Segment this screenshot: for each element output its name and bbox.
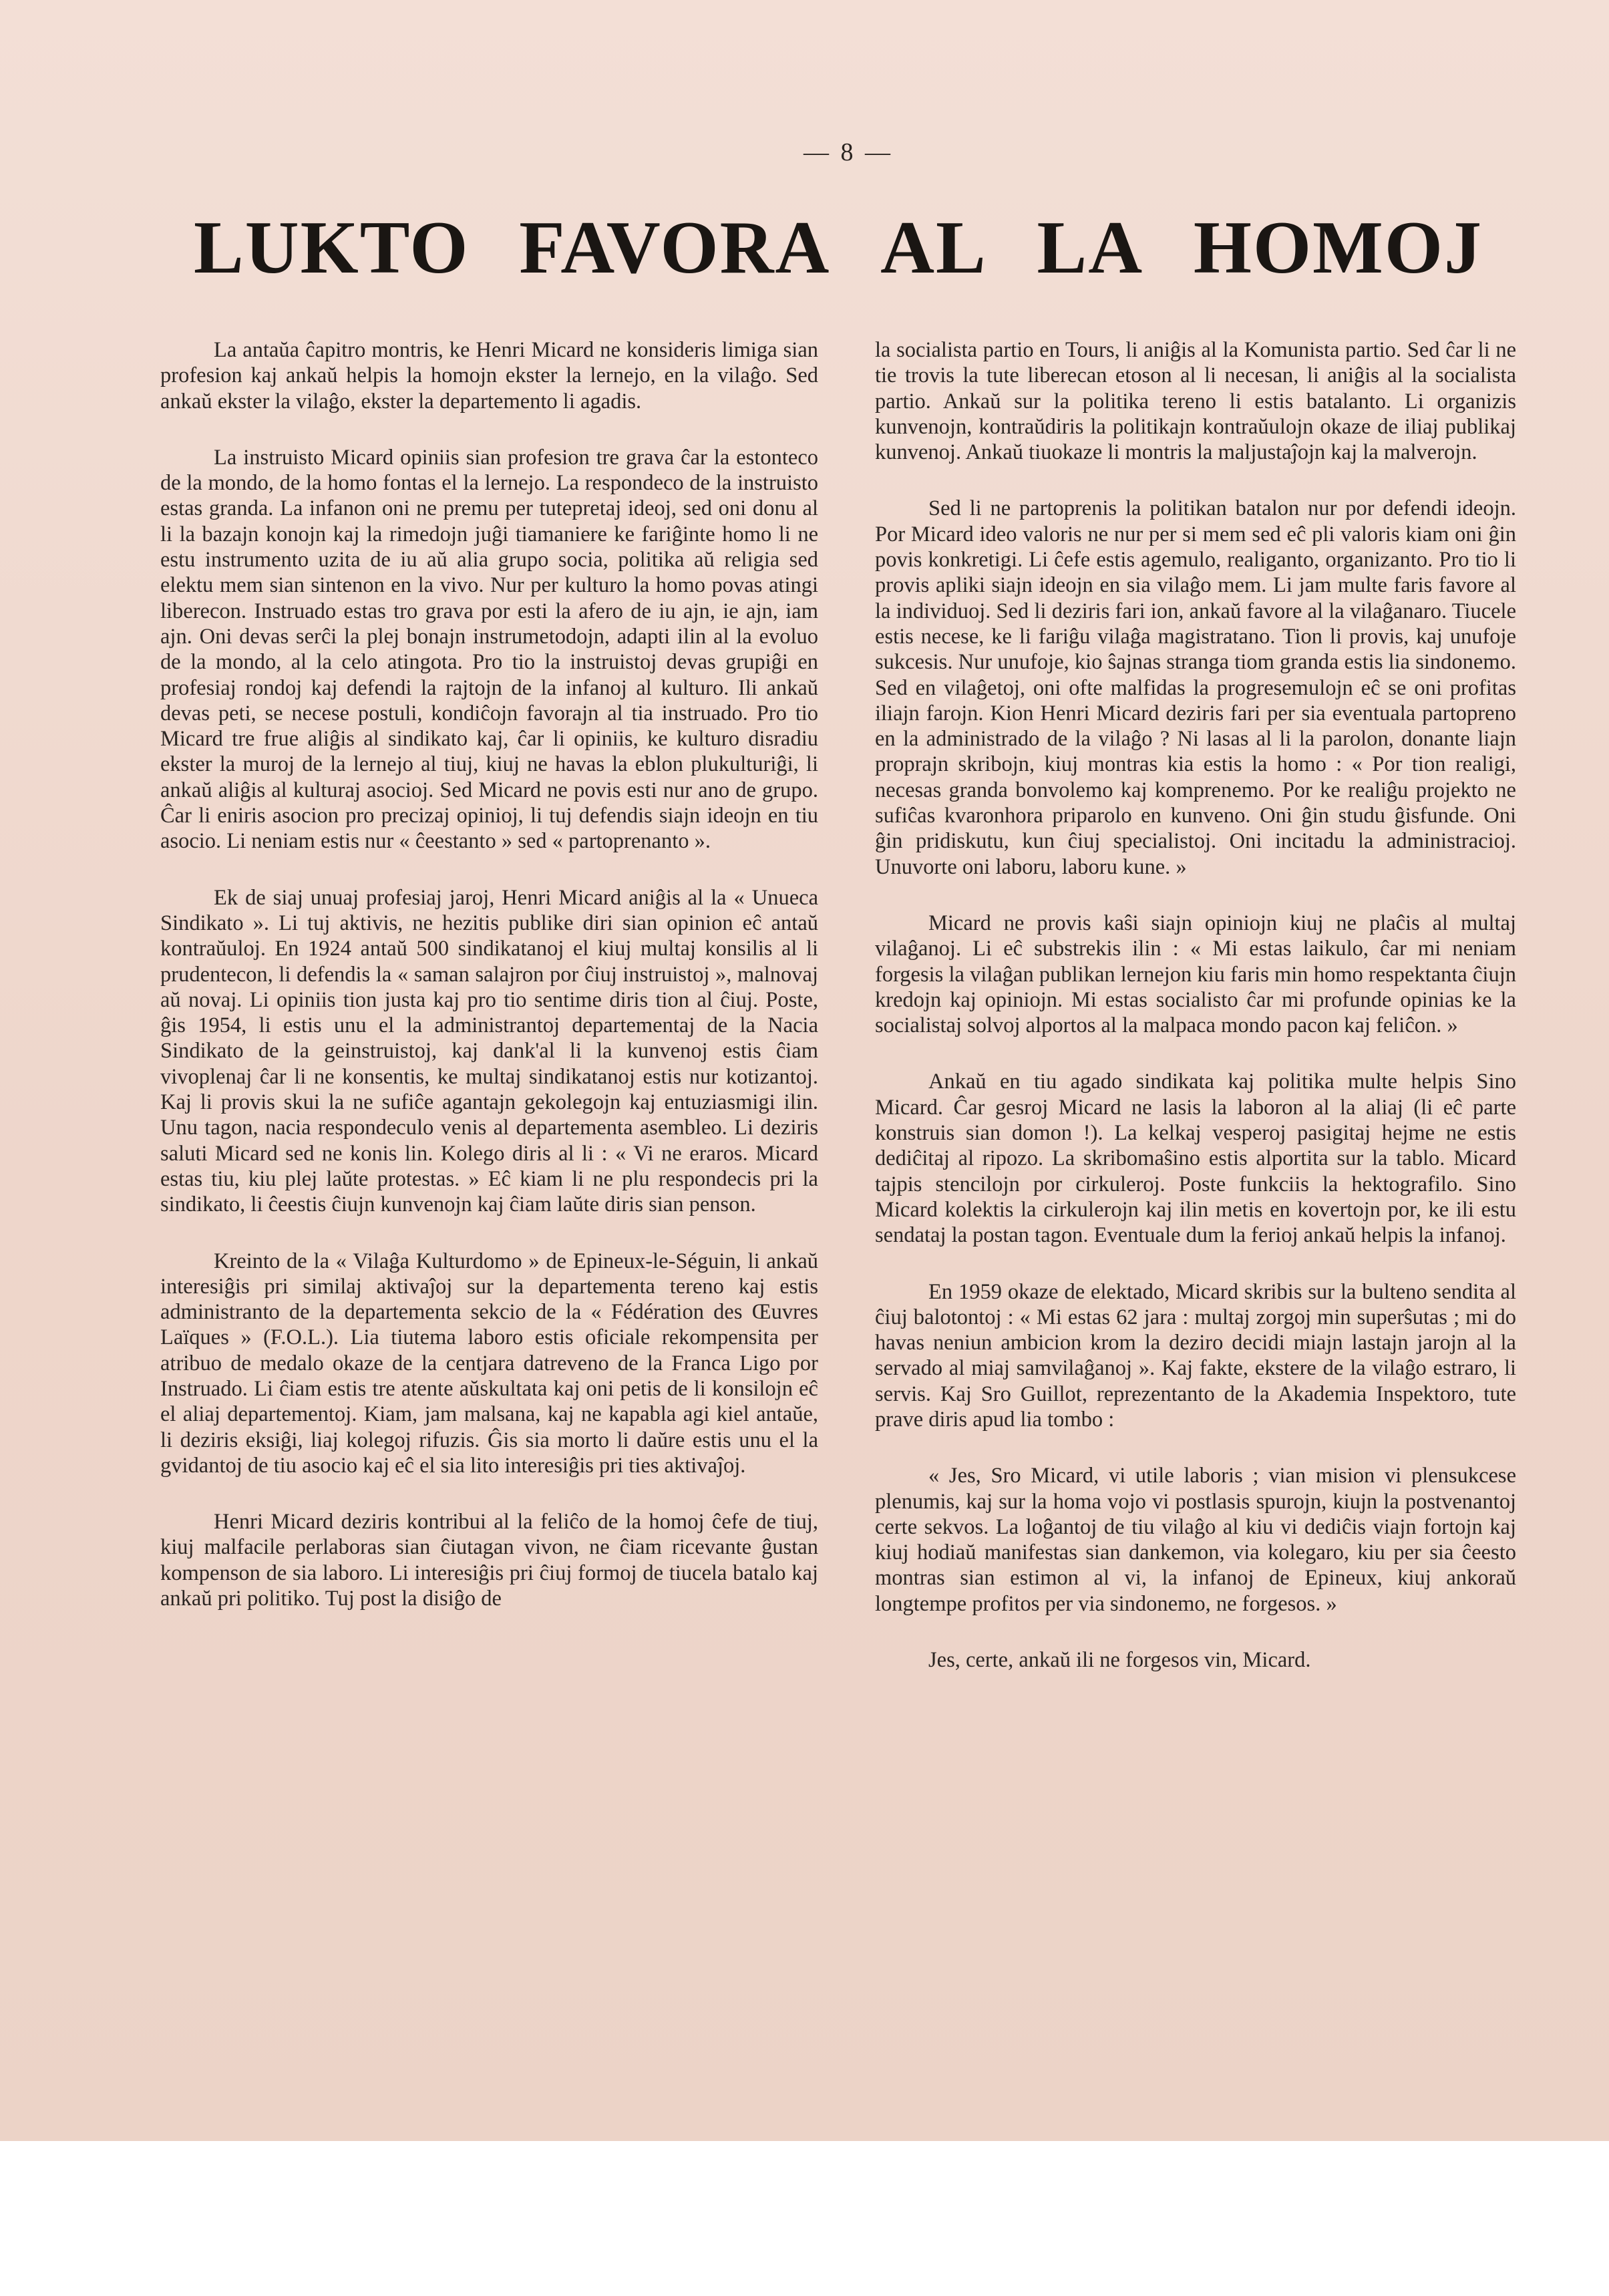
paragraph: Henri Micard deziris kontribui al la feliĉo de la homoj ĉefe de tiuj, kiuj malfacile perlaboras sian ĉiutagan vivon, ne ĉiam ricevante ĝustan kompenson de sia laboro. Li interesiĝis pri ĉiuj formoj de tiucela batalo kaj ankaŭ pri politiko. Tuj post la disiĝo de bbox=[160, 1510, 818, 1611]
paragraph: Kreinto de la « Vilaĝa Kulturdomo » de Epineux-le-Séguin, li ankaŭ interesiĝis pri similaj aktivaĵoj sur la departementa tereno kaj estis administranto de la departementa sekcio de la « Fédération des Œuvres Laïques » (F.O.L.). Lia tiutema laboro estis oficiale rekompensita per atribuo de medalo okaze de la centjara datreveno de la Franca Ligo por Instruado. Li ĉiam estis tre atente aŭskultata kaj oni petis de li konsilojn eĉ el aliaj departementoj. Kiam, jam malsana, kaj ne kapabla agi kiel antaŭe, li deziris eksiĝi, liaj kolegoj rifuzis. Ĝis sia morto li daŭre estis unu el la gvidantoj de tiu asocio kaj eĉ el sia lito interesiĝis pri ties aktivaĵoj. bbox=[160, 1249, 818, 1478]
headline-word: HOMOJ bbox=[1193, 206, 1483, 289]
headline-word: AL bbox=[880, 206, 987, 289]
right-text-column bbox=[875, 337, 1516, 1703]
article-headline bbox=[194, 206, 1483, 289]
left-text-column bbox=[160, 337, 818, 1642]
paragraph: En 1959 okaze de elektado, Micard skribis sur la bulteno sendita al ĉiuj balotontoj : « Mi estas 62 jara : multaj zorgoj min superŝutas ; mi do havas neniun ambicion krom la deziro decidi miajn lastajn jarojn al la servado al miaj samvilaĝanoj ». Kaj fakte, ekstere de la vilaĝo estraro, li servis. Kaj Sro Guillot, reprezentanto de la Akademia Inspektoro, tute prave diris apud lia tombo : bbox=[875, 1279, 1516, 1432]
paragraph: La instruisto Micard opiniis sian profesion tre grava ĉar la estonteco de la mondo, de la homo fontas el la lernejo. La respondeco de la instruisto estas granda. La infanon oni ne premu per tutepretaj ideoj, sed oni donu al li la bazajn konojn kaj la rimedojn juĝi tiamaniere ke fariĝinte homo li ne estu instrumento uzita de iu aŭ alia grupo socia, politika aŭ religia sed elektu mem sian sintenon en la vivo. Nur per kulturo la homo povas atingi liberecon. Instruado estas tro grava por esti la afero de iu ajn, ie ajn, iam ajn. Oni devas serĉi la plej bonajn instrumetodojn, adapti ilin al la evoluo de la mondo, al la celo atingota. Pro tio la instruistoj devas grupiĝi en profesiaj rondoj kaj defendi la rajtojn de la infanoj al kulturo. Ili ankaŭ devas peti, se necese postuli, kondiĉojn favorajn al tia instruado. Pro tio Micard tre frue aliĝis al sindikato kaj, ĉar li opiniis, ke kulturo disradiu ekster la muroj de la lernejo al tiuj, kiuj ne havas la eblon plukulturiĝi, li ankaŭ aliĝis al kulturaj asocioj. Sed Micard ne povis esti nur ano de grupo. Ĉar li eniris asocion pro precizaj opinioj, li tuj defendis siajn ideojn en tiu asocio. Li neniam estis nur « ĉeestanto » sed « partoprenanto ». bbox=[160, 445, 818, 854]
paragraph: la socialista partio en Tours, li aniĝis al la Komunista partio. Sed ĉar li ne tie trovis la tute liberecan etoson al li necesan, li aniĝis al la socialista partio. Ankaŭ sur la politika tereno li estis batalanto. Li organizis kunvenojn, kontraŭdiris la politikajn kontraŭulojn okaze de iliaj publikaj kunvenoj. Ankaŭ tiuokaze li montris la maljustaĵojn kaj la malverojn. bbox=[875, 338, 1516, 465]
paragraph: Ankaŭ en tiu agado sindikata kaj politika multe helpis Sino Micard. Ĉar gesroj Micard ne lasis la laboron al la aliaj (li eĉ parte konstruis sian domon !). La kelkaj vesperoj pasigitaj hejme ne estis dediĉitaj al ripozo. La skribomaŝino estis alportita sur la tablo. Micard tajpis stencilojn por cirkuleroj. Poste funkciis la hektografilo. Sino Micard kolektis la cirkulerojn kaj ilin metis en kovertojn por, ke ili estu sendataj la postan tagon. Eventuale dum la ferioj ankaŭ helpis la infanoj. bbox=[875, 1070, 1516, 1248]
paragraph: Micard ne provis kaŝi siajn opiniojn kiuj ne plaĉis al multaj vilaĝanoj. Li eĉ substrekis ilin : « Mi estas laikulo, ĉar mi neniam forgesis la vilaĝan publikan lernejon kiu faris min homo respektanta ĉiujn kredojn kaj opiniojn. Mi estas socialisto ĉar mi profunde opinias ke la socialistaj solvoj alportos al la malpaca mondo pacon kaj feliĉon. » bbox=[875, 911, 1516, 1038]
page-number: — 8 — bbox=[803, 138, 893, 166]
quotation-paragraph: « Jes, Sro Micard, vi utile laboris ; vian mision vi plensukcese plenumis, kaj sur la homa vojo vi postlasis spurojn, kiujn la postvenantoj certe sekvos. La loĝantoj de tiu vilaĝo al kiu vi dediĉis viajn fortojn kaj kiuj hodiaŭ manifestas sian dankemon, via kolegaro, kiu per sia ĉeesto montras sian estimon al vi, la infanoj de Epineux, kiuj ankoraŭ longtempe profitos per via sindonemo, ne forgesos. » bbox=[875, 1464, 1516, 1616]
paragraph: Sed li ne partoprenis la politikan batalon nur por defendi ideojn. Por Micard ideo valoris ne nur per si mem sed eĉ pli valoris kiam oni ĝin povis konkretigi. Li ĉefe estis agemulo, realiganto, organizanto. Pro tio li provis apliki siajn ideojn en sia vilaĝo mem. Li jam multe faris favore al la individuoj. Sed li deziris fari ion, ankaŭ favore al la vilaĝanaro. Tiucele estis necese, ke li fariĝu vilaĝa magistratano. Tion li provis, kaj unufoje sukcesis. Nur unufoje, kio ŝajnas stranga tiom granda estis lia sindonemo. Sed en vilaĝetoj, oni ofte malfidas la progresemulojn eĉ se oni profitas iliajn farojn. Kion Henri Micard deziris fari per sia eventuala partopreno en la administrado de la vilaĝo ? Ni lasas al li la parolon, donante liajn proprajn skribojn, kiuj montras kia estis la homo : « Por tion realigi, necesas granda bonvolemo kaj komprenemo. Por ke realiĝu projekto ne sufiĉas kvaronhora priparolo en kunveno. Oni ĝin studu ĝisfunde. Oni ĝin pridiskutu, kun ĉiuj specialistoj. Oni incitadu la administracioj. Unuvorte oni laboru, laboru kune. » bbox=[875, 496, 1516, 879]
paragraph: Ek de siaj unuaj profesiaj jaroj, Henri Micard aniĝis al la « Unueca Sindikato ». Li tuj aktivis, ne hezitis publike diri sian opinion eĉ antaŭ kontraŭuloj. En 1924 antaŭ 500 sindikatanoj el kiuj multaj konsilis al li prudentecon, li defendis la « saman salajron por ĉiuj instruistoj », malnovaj aŭ novaj. Li opiniis tion justa kaj pro tio sentime diris tion al ĉiuj. Poste, ĝis 1954, li estis unu el la administrantoj departementaj de la Nacia Sindikato de la geinstruistoj, kaj dank'al li la kunvenoj estis ĉiam vivoplenaj ĉar li ne konsentis, ke multaj sindikatanoj estis nur kotizantoj. Kaj li provis skui la ne sufiĉe agantajn gekolegojn kaj entuziasmigi ilin. Unu tagon, nacia respondeculo venis al departementa asembleo. Li deziris saluti Micard sed ne konis lin. Kolego diris al li : « Vi ne eraros. Micard estas tiu, kiu plej laŭte protestas. » Eĉ kiam li ne plu respondecis pri la sindikato, li ĉeestis ĉiujn kunvenojn kaj ĉiam laŭte diris sian penson. bbox=[160, 885, 818, 1217]
headline-word: FAVORA bbox=[519, 206, 831, 289]
paragraph: La antaŭa ĉapitro montris, ke Henri Micard ne konsideris limiga sian profesion kaj ankaŭ helpis la homojn ekster la lernejo, en la vilaĝo. Sed ankaŭ ekster la vilaĝo, ekster la departemento li agadis. bbox=[160, 338, 818, 414]
closing-line: Jes, certe, ankaŭ ili ne forgesos vin, Micard. bbox=[928, 1648, 1311, 1673]
headline-word: LUKTO bbox=[194, 206, 470, 289]
headline-word: LA bbox=[1037, 206, 1144, 289]
